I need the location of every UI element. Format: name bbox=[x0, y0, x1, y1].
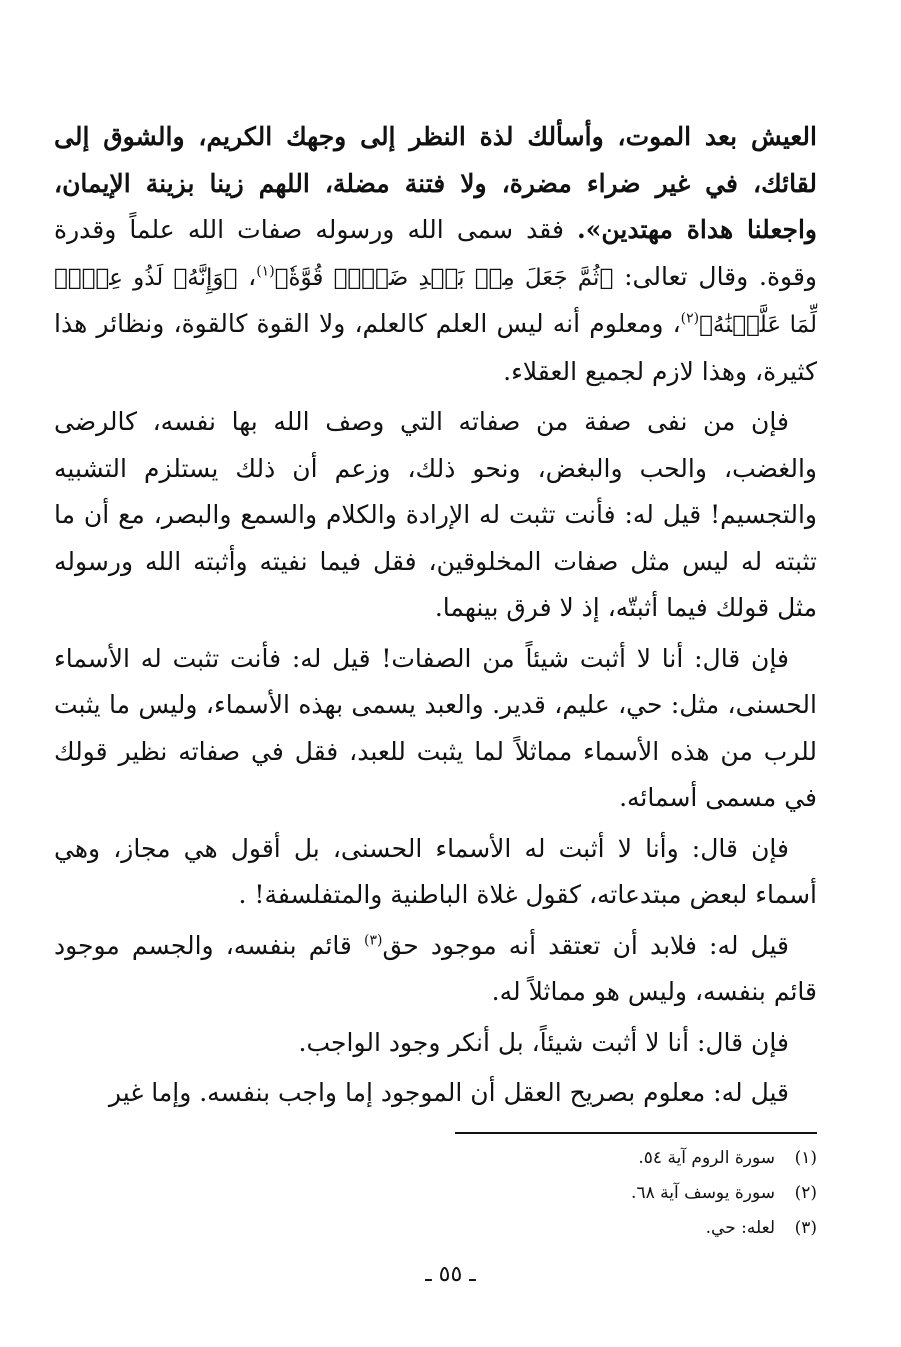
footnote-ref-1: (١) bbox=[256, 263, 275, 280]
paragraph-6: فإن قال: أنا لا أثبت شيئاً، بل أنكر وجود الواجب. bbox=[298, 1027, 789, 1057]
paragraph-5-text-b: قائم بنفسه، والجسم موجود قائم بنفسه، وليس هو مماثلاً له. bbox=[54, 930, 817, 1006]
footnotes bbox=[357, 1140, 817, 1245]
footnote-item bbox=[357, 1175, 817, 1210]
footnote-text: سورة يوسف آية ٦٨. bbox=[631, 1182, 775, 1203]
paragraph-5 bbox=[54, 923, 817, 1016]
footnote-number: (٣) bbox=[794, 1217, 817, 1238]
footnote-number: (١) bbox=[794, 1147, 817, 1168]
footnote-item bbox=[357, 1210, 817, 1245]
quran-verse-1: ﴿ثُمَّ جَعَلَ مِنۢ بَعۡدِ ضَعۡفٖ قُوَّةٗ﴾ bbox=[274, 264, 614, 291]
footnote-item bbox=[357, 1140, 817, 1175]
footnote-ref-2: (٢) bbox=[680, 310, 700, 327]
page-number: ـ ٥٥ ـ bbox=[425, 1262, 476, 1287]
footnote-text: لعله: حي. bbox=[705, 1217, 775, 1238]
paragraph-1-text-a: فقد سمى الله ورسوله صفات الله علماً وقدرة وقوة. وقال تعالى: bbox=[54, 215, 817, 291]
paragraph-1-bold-text: العيش بعد الموت، وأسألك لذة النظر إلى وجهك الكريم، والشوق إلى لقائك، في غير ضراء مضرة، ولا فتنة مضلة، اللهم زينا بزينة الإيمان، واجعلنا هداة مهتدين». bbox=[54, 122, 817, 244]
footnote-text: سورة الروم آية ٥٤. bbox=[638, 1147, 775, 1168]
paragraph-1 bbox=[54, 114, 817, 395]
footnote-ref-3: (٣) bbox=[363, 932, 383, 949]
main-text bbox=[54, 114, 817, 1117]
paragraph-4: فإن قال: وأنا لا أثبت له الأسماء الحسنى، بل أقول هي مجاز، وهي أسماء لبعض مبتدعاته، كقول غلاة الباطنية والمتفلسفة! . bbox=[54, 833, 817, 909]
paragraph-3: فإن قال: أنا لا أثبت شيئاً من الصفات! قيل له: فأنت تثبت له الأسماء الحسنى، مثل: حي، عليم، قدير. والعبد يسمى بهذه الأسماء، وليس ما يثبت للرب من هذه الأسماء مماثلاً لما يثبت للعبد، فقل في صفاته نظير قولك في مسمى أسمائه. bbox=[54, 643, 817, 812]
quran-verse-2: ﴿وَإِنَّهُۥ لَذُو عِلۡمٖ لِّمَا عَلَّمۡنَٰهُ﴾ bbox=[54, 264, 817, 338]
footnote-separator bbox=[455, 1132, 817, 1134]
paragraph-2: فإن من نفى صفة من صفاته التي وصف الله بها نفسه، كالرضى والغضب، والحب والبغض، ونحو ذلك، وزعم أن ذلك يستلزم التشبيه والتجسيم! قيل له: فأنت تثبت له الإرادة والكلام والسمع والبصر، مع أن ما تثبته له ليس مثل صفات المخلوقين، فقل فيما نفيته وأثبته الله ورسوله مثل قولك فيما أثبتّه، إذ لا فرق بينهما. bbox=[54, 407, 817, 622]
paragraph-7: قيل له: معلوم بصريح العقل أن الموجود إما واجب بنفسه. وإما غير bbox=[108, 1078, 789, 1107]
paragraph-1-text-b: ، bbox=[237, 261, 257, 291]
paragraph-1-text-c: ، ومعلوم أنه ليس العلم كالعلم، ولا القوة كالقوة، ونظائر هذا كثيرة، وهذا لازم لجميع العقلاء. bbox=[54, 309, 817, 386]
paragraph-5-text-a: قيل له: فلابد أن تعتقد أنه موجود حق bbox=[382, 930, 789, 960]
footnote-number: (٢) bbox=[794, 1182, 817, 1203]
